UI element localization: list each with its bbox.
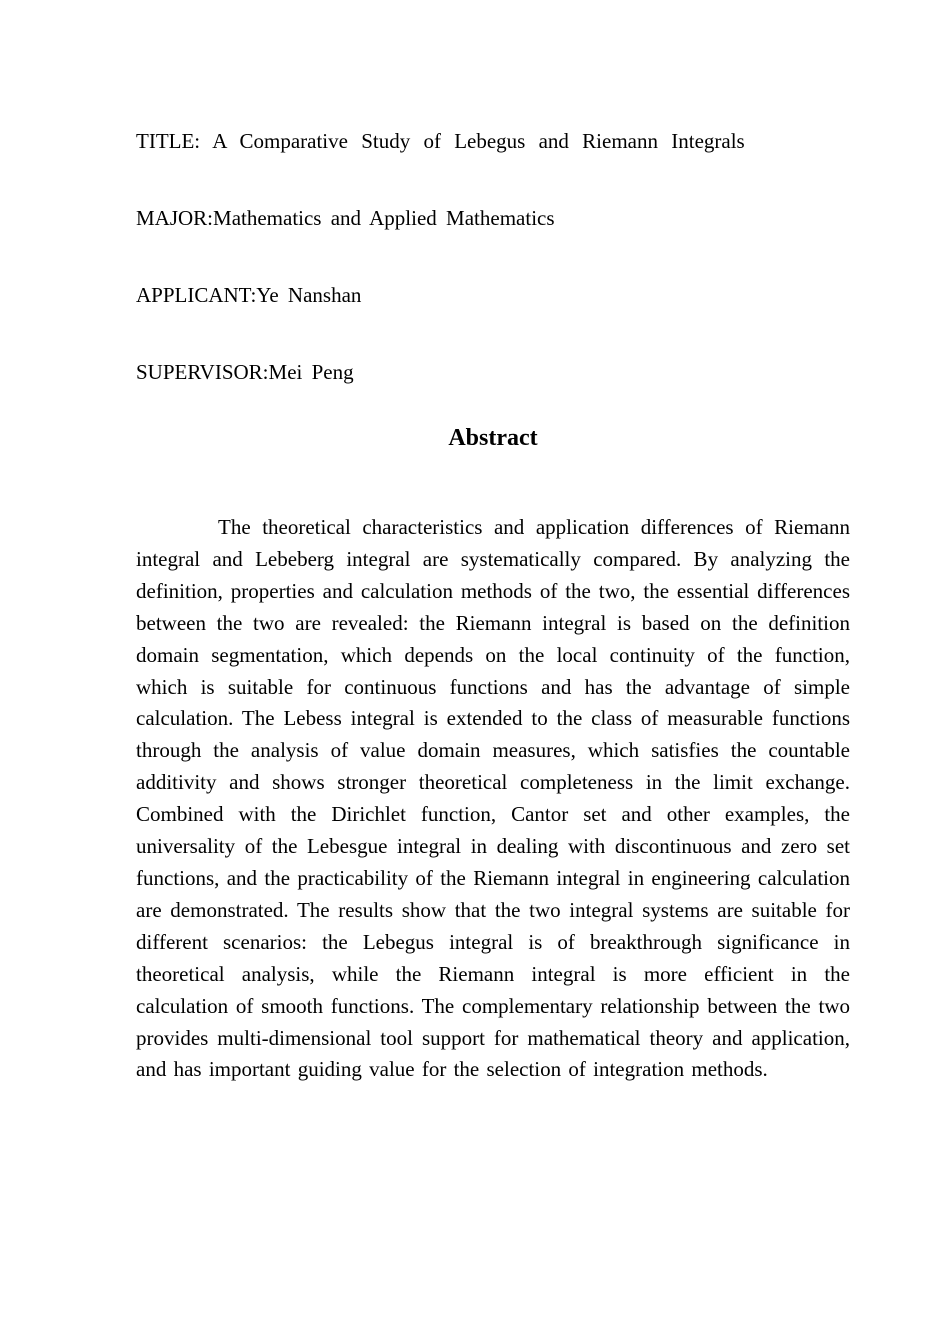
thesis-title-line: TITLE: A Comparative Study of Lebegus and Riemann Integrals bbox=[136, 129, 745, 153]
abstract-paragraph: The theoretical characteristics and application differences of Riemann integral and Lebeberg integral are systematically compared. By analyzing the definition, properties and calculation methods of the two, the essential differences between the two are revealed: the Riemann integral is based on the definition domain segmentation, which depends on the local continuity of the function, which is suitable for continuous functions and has the advantage of simple calculation. The Lebess integral is extended to the class of measurable functions through the analysis of value domain measures, which satisfies the countable additivity and shows stronger theoretical completeness in the limit exchange. Combined with the Dirichlet function, Cantor set and other examples, the universality of the Lebesgue integral in dealing with discontinuous and zero set functions, and the practicability of the Riemann integral in engineering calculation are demonstrated. The results show that the two integral systems are suitable for different scenarios: the Lebegus integral is of breakthrough significance in theoretical analysis, while the Riemann integral is more efficient in the calculation of smooth functions. The complementary relationship between the two provides multi-dimensional tool support for mathematical theory and application, and has important guiding value for the selection of integration methods. bbox=[136, 515, 850, 1082]
abstract-heading: Abstract bbox=[448, 425, 538, 451]
applicant-line: APPLICANT:Ye Nanshan bbox=[136, 283, 362, 307]
major-line: MAJOR:Mathematics and Applied Mathematics bbox=[136, 206, 555, 230]
supervisor-line: SUPERVISOR:Mei Peng bbox=[136, 360, 354, 384]
